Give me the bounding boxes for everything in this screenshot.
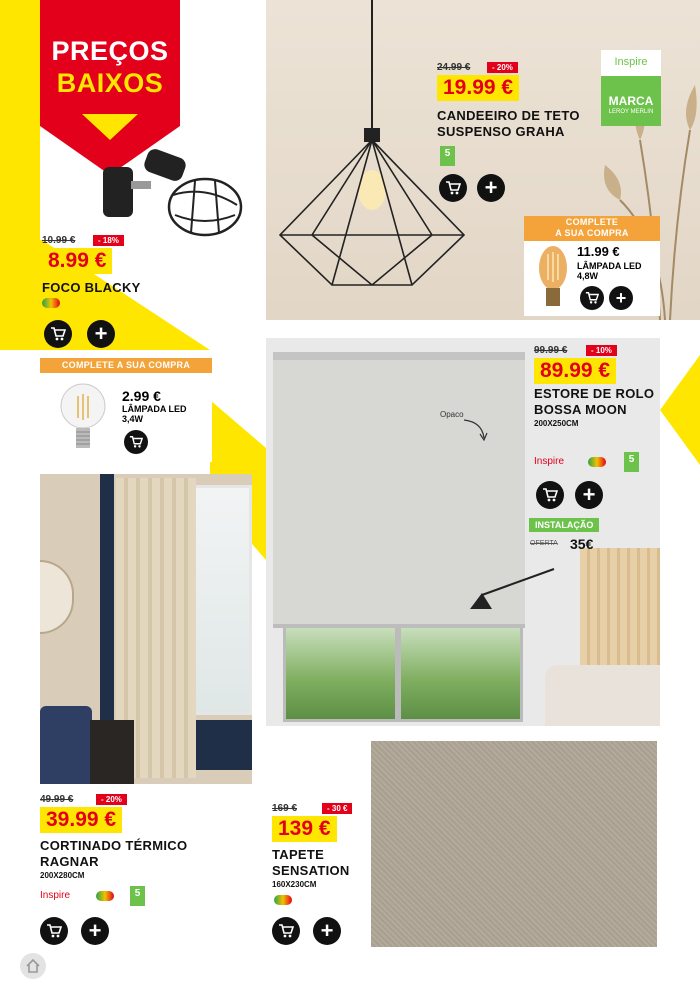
tapete-more-button[interactable] (313, 917, 341, 945)
marca-label: MARCA (608, 94, 654, 108)
complete-right-line2: 4,8W (577, 271, 599, 281)
estore-old-price: 99.99 € (534, 345, 568, 356)
tapete-name-line1: TAPETE (272, 847, 325, 862)
install-old-label: OFERTA (530, 540, 558, 547)
yellow-band-right (660, 355, 700, 465)
plus-icon: + (320, 918, 334, 943)
complete-right-header (524, 216, 660, 241)
candeeiro-add-to-cart-button[interactable] (439, 174, 467, 202)
plus-icon: + (484, 175, 498, 200)
cortinado-name-line1: CORTINADO TÉRMICO (40, 838, 188, 853)
estore-dimensions: 200X250CM (534, 419, 579, 428)
navy-bench (196, 720, 252, 770)
tapete-old-price: 169 € (272, 803, 298, 814)
estore-add-to-cart-button[interactable] (536, 481, 564, 509)
eco-icon (588, 457, 606, 467)
cortinado-discount: - 20% (96, 794, 127, 805)
foco-discount: - 18% (93, 235, 124, 246)
inspire-brand-label: Inspire (614, 56, 648, 68)
complete-right-more-button[interactable] (609, 286, 633, 310)
bed-pillows (545, 665, 660, 726)
tapete-rug-image (371, 741, 657, 947)
cart-icon (278, 923, 294, 939)
tapete-price: 139 € (272, 816, 337, 842)
cortinado-name-line2: RAGNAR (40, 854, 99, 869)
leroy-merlin-label: LEROY MERLIN (608, 109, 654, 115)
foco-blacky-image (95, 145, 245, 245)
candeeiro-name-line2: SUSPENSO GRAHA (437, 124, 565, 139)
cortinado-old-price: 49.99 € (40, 794, 74, 805)
candeeiro-old-price: 24.99 € (437, 62, 471, 73)
window-image (192, 485, 252, 715)
cortinado-add-to-cart-button[interactable] (40, 917, 68, 945)
install-price: 35€ (570, 536, 594, 552)
candeeiro-discount: - 20% (487, 62, 518, 73)
candeeiro-warranty-badge: 5 (440, 146, 455, 166)
cortinado-price: 39.99 € (40, 807, 122, 833)
wood-panel (580, 548, 660, 678)
estore-discount: - 10% (586, 345, 617, 356)
cortinado-dimensions: 200X280CM (40, 871, 85, 880)
foco-add-to-cart-button[interactable] (44, 320, 72, 348)
estore-inspire-logo: Inspire (534, 456, 565, 467)
cart-icon (445, 180, 461, 196)
estore-name-line2: BOSSA MOON (534, 402, 627, 417)
window-view (283, 620, 523, 722)
cart-icon (50, 326, 66, 342)
promo-banner-line1: PREÇOS (51, 36, 169, 66)
complete-right-price: 11.99 € (577, 244, 620, 259)
foco-more-button[interactable] (87, 320, 115, 348)
window-mullion (395, 620, 401, 722)
cart-icon (46, 923, 62, 939)
opaco-label: Opaco (440, 410, 464, 419)
estore-name-line1: ESTORE DE ROLO (534, 386, 655, 401)
home-button[interactable] (20, 953, 46, 979)
complete-right-line1: LÂMPADA LED (577, 261, 642, 271)
opaco-arrow-icon (462, 418, 490, 442)
home-icon (25, 958, 41, 974)
blue-armchair (40, 706, 92, 784)
estore-price: 89.99 € (534, 358, 616, 384)
candeeiro-more-button[interactable] (477, 174, 505, 202)
candeeiro-price: 19.99 € (437, 75, 519, 101)
complete-right-header-line1: COMPLETE (565, 217, 619, 227)
foco-old-price: 10.99 € (42, 235, 76, 246)
candeeiro-name-line1: CANDEEIRO DE TETO (437, 108, 580, 123)
estore-warranty-badge: 5 (624, 452, 639, 472)
eco-icon (274, 895, 292, 905)
filament-bulb-image (536, 244, 570, 310)
complete-left-line2: 3,4W (122, 414, 144, 424)
estore-more-button[interactable] (575, 481, 603, 509)
wall-lamp-image (462, 565, 562, 615)
install-label: INSTALAÇÃO (529, 518, 599, 532)
complete-left-price: 2.99 € (122, 388, 161, 404)
cortinado-warranty-badge: 5 (130, 886, 145, 906)
cortinado-inspire-logo: Inspire (40, 890, 71, 901)
tapete-dimensions: 160X230CM (272, 880, 317, 889)
plus-icon: + (88, 918, 102, 943)
complete-left-line1: LÂMPADA LED (122, 404, 187, 414)
plus-icon: + (615, 288, 627, 308)
foco-price: 8.99 € (42, 248, 112, 274)
cart-icon (129, 435, 143, 449)
complete-left-add-to-cart-button[interactable] (124, 430, 148, 454)
tapete-discount: - 30 € (322, 803, 352, 814)
side-table (90, 720, 134, 784)
tapete-add-to-cart-button[interactable] (272, 917, 300, 945)
plus-icon: + (94, 321, 108, 346)
cortinado-more-button[interactable] (81, 917, 109, 945)
tapete-name-line2: SENSATION (272, 863, 350, 878)
cart-icon (542, 487, 558, 503)
eco-icon (42, 298, 60, 308)
complete-right-add-to-cart-button[interactable] (580, 286, 604, 310)
plus-icon: + (582, 482, 596, 507)
foco-name: FOCO BLACKY (42, 280, 141, 295)
complete-left-header: COMPLETE A SUA COMPRA (40, 358, 212, 373)
eco-icon (96, 891, 114, 901)
complete-right-header-line2: A SUA COMPRA (555, 228, 629, 238)
led-bulb-image (58, 376, 108, 462)
promo-banner-line2: BAIXOS (56, 68, 164, 98)
cart-icon (585, 291, 599, 305)
